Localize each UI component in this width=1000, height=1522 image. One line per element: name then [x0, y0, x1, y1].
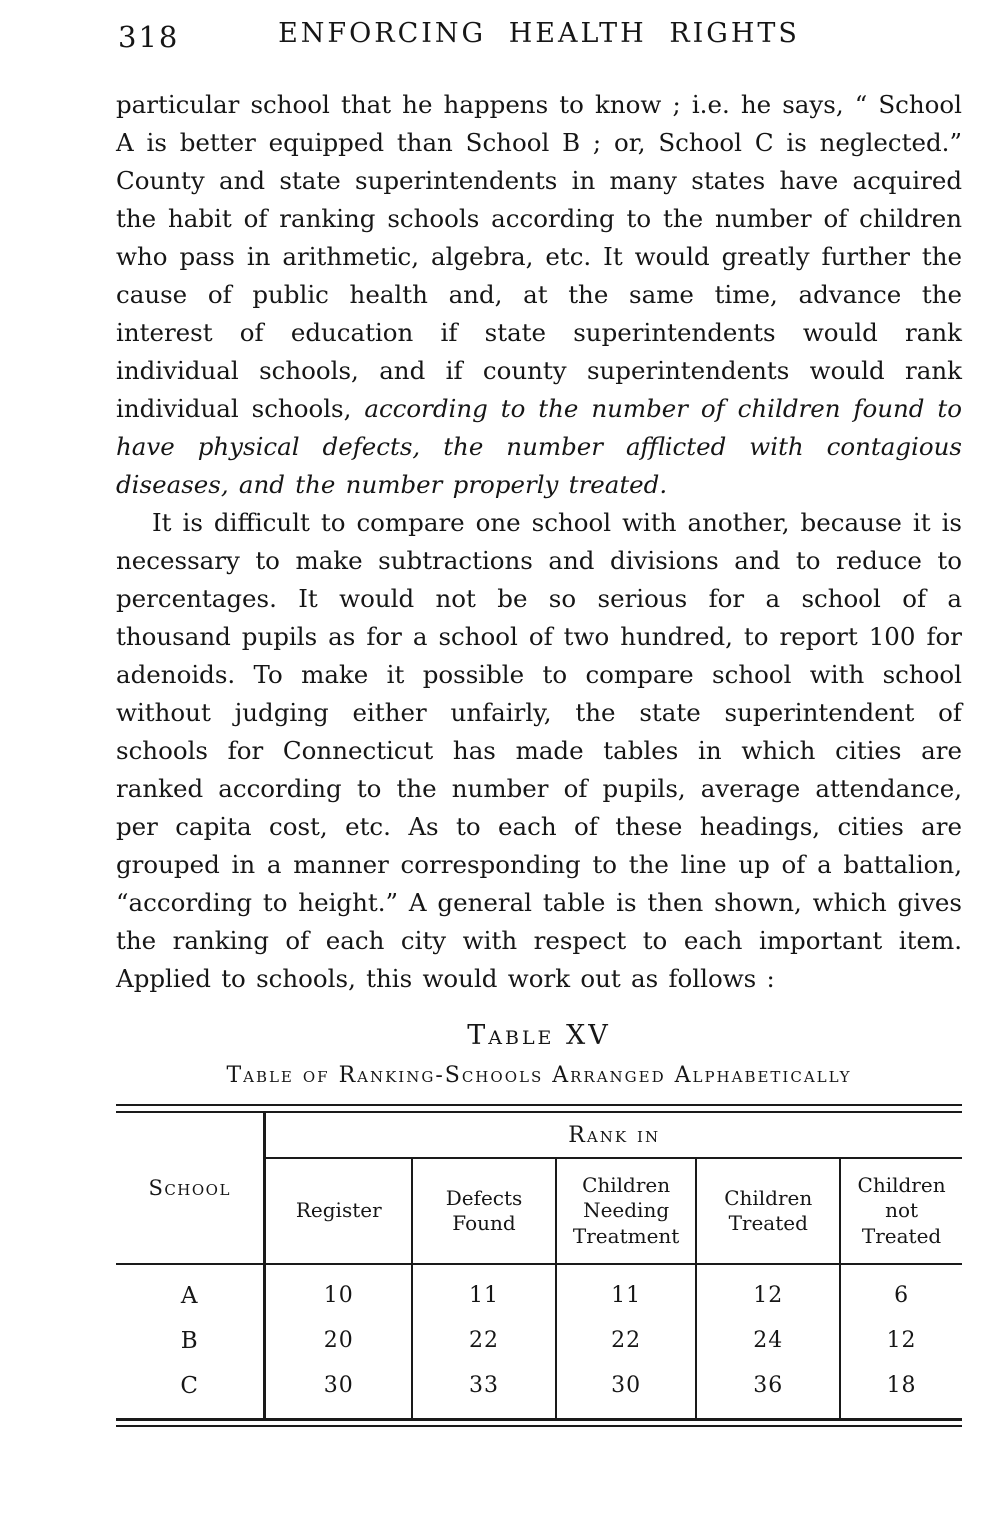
table-row-school-a [116, 1264, 962, 1318]
school-c-label: C [116, 1363, 265, 1418]
school-a-children-needing-treatment: 11 [556, 1264, 696, 1318]
column-header-children-treated: Children Treated [696, 1158, 840, 1264]
table-bottom-rule-inner [116, 1425, 962, 1427]
school-c-children-not-treated: 18 [840, 1363, 962, 1418]
column-header-school: School [116, 1113, 265, 1264]
running-title: ENFORCING HEALTH RIGHTS [278, 18, 800, 49]
column-header-register: Register [265, 1158, 412, 1264]
table-bottom-rule-outer [116, 1418, 962, 1421]
paragraph-1-normal-run: particular school that he happens to know ; i.e. he says, “ School A is better equipped than School B ; or, School C is neglected.” County and state superintendents in many states have acquired the habit of ranking schools according to the number of children who pass in arithmetic, algebra, etc. It would greatly further the cause of public health and, at the same time, advance the interest of education if state superintendents would rank individual schools, and if county superintendents would rank individual schools, [116, 90, 962, 423]
paragraph-1-italic-run: according to the number of children found to have physical defects, the number afflicted with contagious diseases, and the number properly treated. [116, 394, 963, 499]
school-c-defects-found: 33 [412, 1363, 556, 1418]
school-c-register: 30 [323, 1373, 354, 1398]
school-b-register: 20 [323, 1328, 354, 1353]
paragraph-1 [116, 86, 962, 504]
paragraph-2-run: It is difficult to compare one school with another, because it is necessary to make subtractions and divisions and to reduce to percentages. It would not be so serious for a school of a thousand pupils as for a school of two hundred, to report 100 for adenoids. To make it possible to compare school with school without judging either unfairly, the state superintendent of schools for Connecticut has made tables in which cities are ranked according to the number of pupils, average attendance, per capita cost, etc. As to each of these headings, cities are grouped in a manner corresponding to the line up of a battalion, “according to height.” A general table is then shown, which gives the ranking of each city with respect to each important item. Applied to schools, this would work out as follows : [116, 508, 962, 993]
table-title: Table XV [467, 1020, 611, 1051]
column-header-defects-found: Defects Found [412, 1158, 556, 1264]
page-number: 318 [118, 20, 180, 54]
table-caption: Table of Ranking-Schools Arranged Alphabetically [226, 1063, 852, 1088]
table-top-rule-outer [116, 1104, 962, 1106]
table-row-school-b [116, 1318, 962, 1363]
running-head [116, 16, 962, 60]
school-a-children-not-treated: 6 [840, 1264, 962, 1318]
column-header-children-not-treated: Children not Treated [840, 1158, 962, 1264]
school-a-children-treated: 12 [696, 1264, 840, 1318]
school-a-register: 10 [323, 1283, 354, 1308]
ranking-table [116, 1113, 962, 1418]
column-header-children-needing-treatment: Children Needing Treatment [556, 1158, 696, 1264]
school-a-defects-found: 11 [412, 1264, 556, 1318]
school-b-children-needing-treatment: 22 [556, 1318, 696, 1363]
school-b-children-not-treated: 12 [840, 1318, 962, 1363]
school-b-children-treated: 24 [696, 1318, 840, 1363]
school-b-label: B [116, 1318, 265, 1363]
column-group-header-rank-in: Rank in [265, 1113, 962, 1158]
table-row-school-c [116, 1363, 962, 1418]
school-a-label: A [116, 1264, 265, 1318]
paragraph-2 [116, 504, 962, 998]
body-text [116, 86, 962, 998]
school-c-children-needing-treatment: 30 [556, 1363, 696, 1418]
school-c-children-treated: 36 [696, 1363, 840, 1418]
school-b-defects-found: 22 [412, 1318, 556, 1363]
ranking-table-block [116, 1104, 962, 1427]
